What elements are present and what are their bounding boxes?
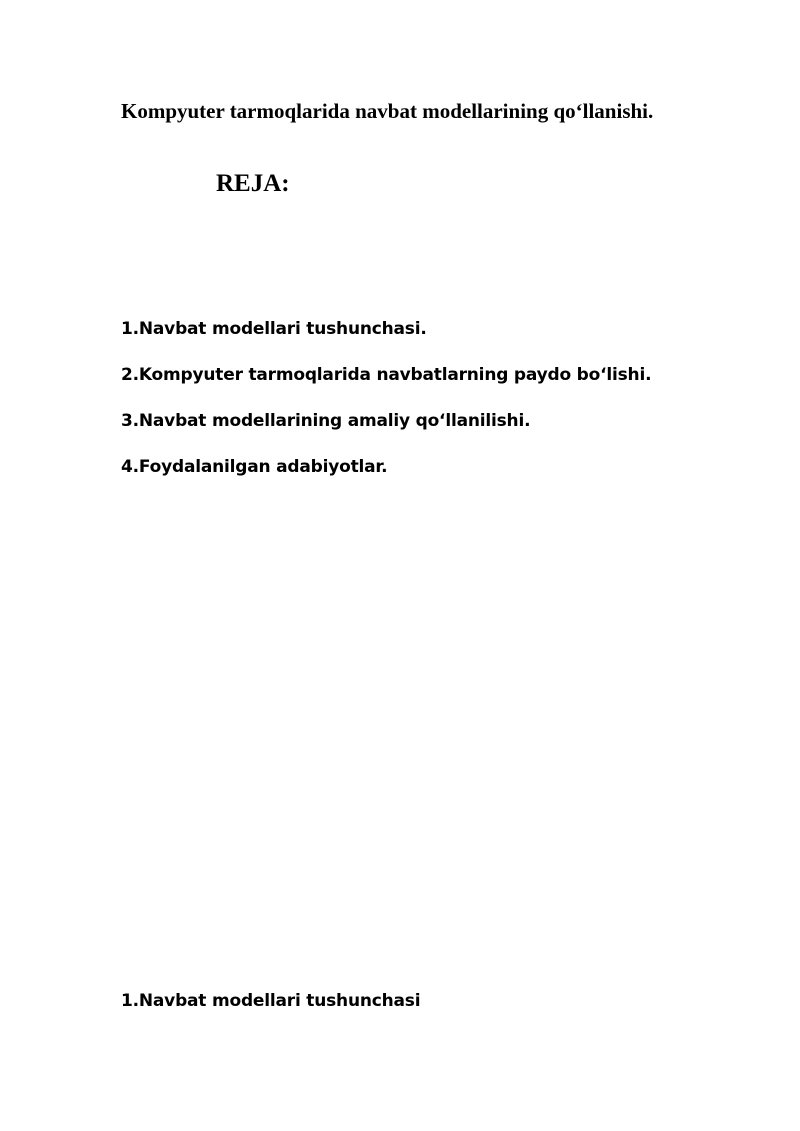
section-heading: 1.Navbat modellari tushunchasi [121,991,421,1011]
plan-list [121,318,651,502]
plan-item: 2.Kompyuter tarmoqlarida navbatlarning paydo bo‘lishi. [121,365,652,385]
document-title: Kompyuter tarmoqlarida navbat modellarining qo‘llanishi. [121,99,654,123]
plan-item: 1.Navbat modellari tushunchasi. [121,319,427,339]
plan-heading: REJA: [216,170,290,197]
plan-item: 4.Foydalanilgan adabiyotlar. [121,457,388,477]
plan-item: 3.Navbat modellarining amaliy qo‘llanilishi. [121,411,531,431]
